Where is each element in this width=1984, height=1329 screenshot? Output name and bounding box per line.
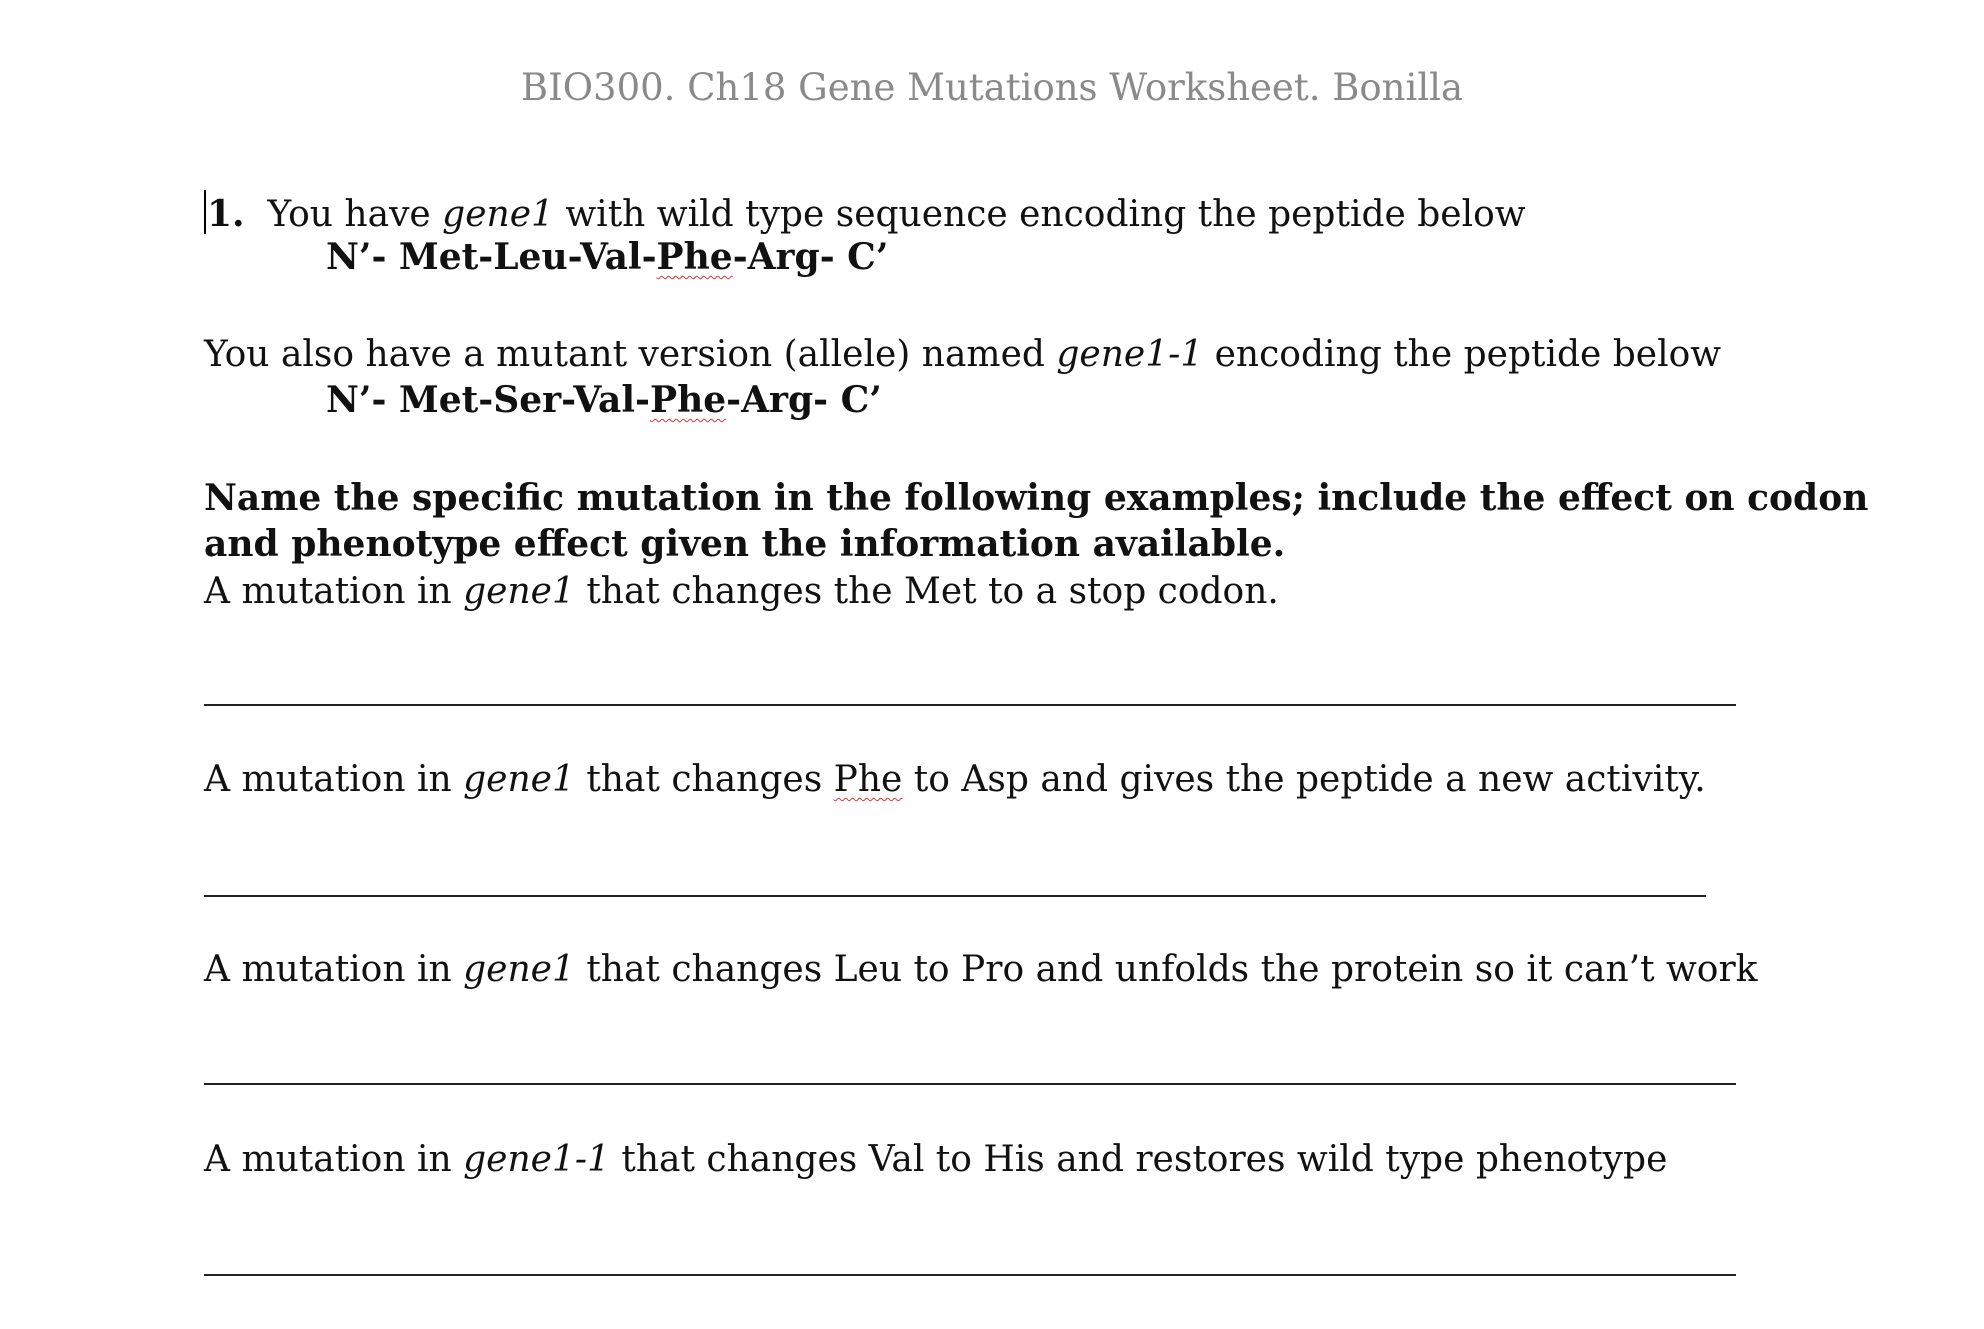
gene-name: gene1 — [463, 949, 575, 990]
answer-line-2[interactable] — [204, 895, 1706, 897]
gene-name: gene1-1 — [463, 1139, 610, 1180]
instruction-line-1: Name the specific mutation in the following examples; include the effect on codon — [204, 477, 1869, 519]
answer-line-1[interactable] — [204, 704, 1736, 706]
example-4-prompt: A mutation in gene1-1 that changes Val to His and restores wild type phenotype — [204, 1139, 1668, 1180]
document-header: BIO300. Ch18 Gene Mutations Worksheet. Bonilla — [520, 66, 1464, 109]
mutant-allele-intro: You also have a mutant version (allele) named gene1-1 encoding the peptide below — [204, 334, 1722, 375]
spellcheck-flagged-word[interactable]: Phe — [650, 379, 727, 421]
spellcheck-flagged-word[interactable]: Phe — [656, 236, 733, 278]
question-1-intro: 1. You have gene1 with wild type sequence encoding the peptide below — [204, 190, 1526, 237]
gene-name: gene1-1 — [1056, 334, 1204, 375]
answer-line-3[interactable] — [204, 1083, 1736, 1085]
example-2-prompt: A mutation in gene1 that changes Phe to Asp and gives the peptide a new activity. — [204, 759, 1706, 800]
gene-name: gene1 — [442, 194, 554, 235]
wildtype-peptide: N’- Met-Leu-Val-Phe-Arg- C’ — [326, 236, 889, 278]
example-3-prompt: A mutation in gene1 that changes Leu to Pro and unfolds the protein so it can’t work — [204, 949, 1758, 990]
question-number: 1. — [207, 193, 245, 235]
example-1-prompt: A mutation in gene1 that changes the Met to a stop codon. — [204, 571, 1279, 612]
answer-line-4[interactable] — [204, 1274, 1736, 1276]
text-cursor — [204, 190, 206, 234]
gene-name: gene1 — [463, 759, 575, 800]
instruction-line-2: and phenotype effect given the information available. — [204, 523, 1286, 565]
spellcheck-flagged-word[interactable]: Phe — [833, 759, 903, 800]
mutant-peptide: N’- Met-Ser-Val-Phe-Arg- C’ — [326, 379, 882, 421]
gene-name: gene1 — [463, 571, 575, 612]
